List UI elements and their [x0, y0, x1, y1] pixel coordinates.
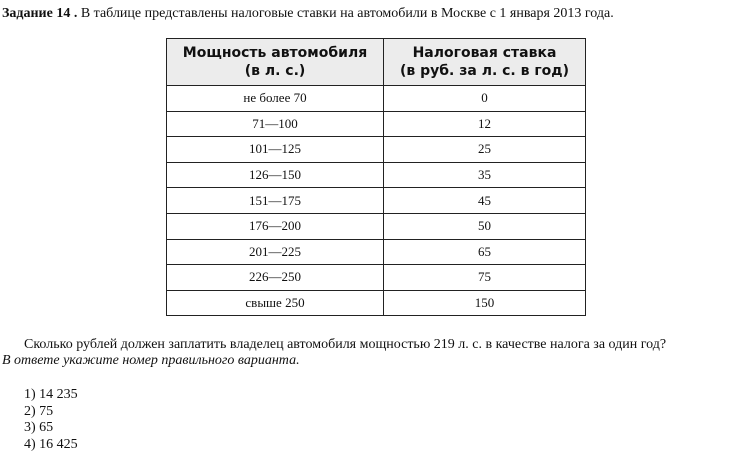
rate-cell: 12 — [384, 111, 586, 137]
table-header-row — [167, 39, 586, 86]
task-header — [2, 5, 614, 22]
power-cell: 201—225 — [167, 239, 384, 265]
rate-cell: 25 — [384, 137, 586, 163]
rate-cell: 65 — [384, 239, 586, 265]
task-number: Задание 14 . — [2, 6, 78, 21]
answer-instruction: В ответе укажите номер правильного варианта. — [2, 353, 300, 368]
rate-cell: 50 — [384, 213, 586, 239]
table-row — [167, 111, 586, 137]
table-row — [167, 290, 586, 316]
header-power-line-2: (в л. с.) — [244, 63, 306, 79]
header-rate — [384, 39, 586, 86]
power-cell: не более 70 — [167, 86, 384, 112]
rate-cell: 45 — [384, 188, 586, 214]
header-rate-line-1: Налоговая ставка — [412, 45, 557, 61]
task-text: В таблице представлены налоговые ставки на автомобили в Москве с 1 января 2013 года. — [80, 6, 614, 21]
rate-cell: 150 — [384, 290, 586, 316]
table-row — [167, 213, 586, 239]
table-row — [167, 162, 586, 188]
tax-rate-table — [166, 38, 586, 316]
power-cell: 151—175 — [167, 188, 384, 214]
answer-options — [24, 387, 78, 454]
table-row — [167, 239, 586, 265]
power-cell: 226—250 — [167, 265, 384, 291]
table-row — [167, 137, 586, 163]
power-cell: 126—150 — [167, 162, 384, 188]
table-row — [167, 86, 586, 112]
answer-option-1[interactable]: 1) 14 235 — [24, 387, 78, 402]
power-cell: 176—200 — [167, 213, 384, 239]
header-rate-line-2: (в руб. за л. с. в год) — [399, 63, 569, 79]
power-cell: свыше 250 — [167, 290, 384, 316]
table-row — [167, 188, 586, 214]
rate-cell: 0 — [384, 86, 586, 112]
power-cell: 71—100 — [167, 111, 384, 137]
rate-cell: 75 — [384, 265, 586, 291]
question-text: Сколько рублей должен заплатить владелец автомобиля мощностью 219 л. с. в качестве налога за один год? — [24, 337, 667, 352]
power-cell: 101—125 — [167, 137, 384, 163]
header-power-line-1: Мощность автомобиля — [182, 45, 368, 61]
answer-option-3[interactable]: 3) 65 — [24, 420, 54, 436]
table-row — [167, 265, 586, 291]
answer-option-2[interactable]: 2) 75 — [24, 403, 54, 419]
rate-cell: 35 — [384, 162, 586, 188]
answer-option-4[interactable]: 4) 16 425 — [24, 437, 78, 453]
header-power — [167, 39, 384, 86]
